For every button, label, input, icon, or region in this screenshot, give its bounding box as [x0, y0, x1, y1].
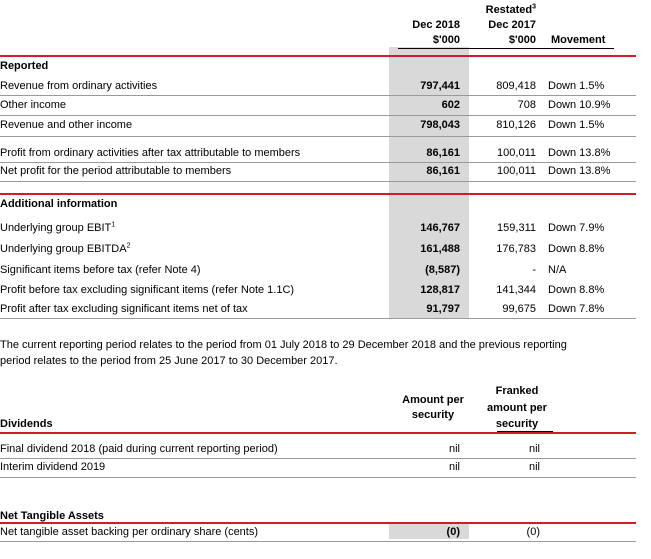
nta-title: Net Tangible Assets: [0, 510, 104, 522]
dividend-franked-header-1: Franked: [495, 385, 539, 397]
row-divider: [0, 318, 636, 319]
row-divider: [0, 115, 636, 116]
footnote-marker: 2: [126, 242, 131, 250]
row-movement: Down 7.8%: [548, 303, 605, 315]
row-prior: 159,311: [497, 222, 536, 234]
row-current: 797,441: [420, 80, 460, 92]
additional-title: Additional information: [0, 198, 118, 210]
row-current: 161,488: [420, 243, 460, 255]
header-movement: Movement: [551, 34, 606, 46]
row-label: Significant items before tax (refer Note 4): [0, 264, 201, 276]
dividend-row-label: Final dividend 2018 (paid during current reporting period): [0, 443, 278, 455]
row-movement: Down 13.8%: [548, 165, 611, 177]
row-label: Underlying group EBITDA$^2$: [0, 242, 131, 255]
row-label: Profit after tax excluding significant items net of tax: [0, 303, 248, 315]
row-label: Other income: [0, 99, 67, 111]
header-col2-sup: 3: [532, 3, 536, 11]
header-underline: [398, 48, 614, 49]
row-label: Revenue and other income: [0, 119, 133, 131]
row-label: Underlying group EBIT$^1$: [0, 221, 116, 234]
row-current: 86,161: [426, 165, 460, 177]
dividends-title: Dividends: [0, 418, 53, 430]
row-current: (8,587): [425, 264, 460, 276]
row-prior: 100,011: [497, 165, 536, 177]
row-movement: Down 8.8%: [548, 243, 605, 255]
row-prior: 100,011: [497, 147, 536, 159]
row-divider: [0, 477, 636, 478]
nta-prior: (0): [526, 526, 540, 538]
row-movement: Down 8.8%: [548, 284, 605, 296]
row-label: Revenue from ordinary activities: [0, 80, 158, 92]
nta-current: (0): [446, 526, 460, 538]
dividend-row-franked: nil: [528, 461, 540, 473]
row-movement: Down 13.8%: [548, 147, 611, 159]
dividends-rule: [0, 432, 636, 434]
nta-label: Net tangible asset backing per ordinary share (cents): [0, 526, 259, 538]
row-prior: 810,126: [496, 119, 536, 131]
row-movement: Down 10.9%: [548, 99, 611, 111]
header-col1-line1: Dec 2018: [412, 19, 460, 31]
dividend-row-label: Interim dividend 2019: [0, 461, 106, 473]
row-divider: [0, 95, 636, 96]
row-movement: Down 1.5%: [548, 119, 605, 131]
row-label: Profit from ordinary activities after tax attributable to members: [0, 147, 301, 159]
row-label: Profit before tax excluding significant items (refer Note 1.1C): [0, 284, 295, 296]
dividend-franked-header-3: security: [495, 418, 539, 430]
row-divider: [0, 162, 636, 163]
row-movement: N/A: [548, 264, 567, 276]
footnote-marker: 1: [111, 221, 116, 229]
header-col2-line2: $'000: [508, 34, 536, 46]
header-col1-line2: $'000: [432, 34, 460, 46]
row-current: 798,043: [420, 119, 460, 131]
row-prior: 99,675: [502, 303, 536, 315]
period-note-line2: period relates to the period from 25 June 2017 to 30 December 2017.: [0, 355, 338, 367]
row-current: 602: [441, 99, 460, 111]
row-current: 86,161: [426, 147, 460, 159]
header-col2-line0: Restated$^3$: [485, 3, 536, 16]
dividend-row-amount: nil: [448, 443, 460, 455]
row-prior: 708: [517, 99, 536, 111]
dividend-row-amount: nil: [448, 461, 460, 473]
row-divider: [0, 541, 636, 542]
row-current: 91,797: [426, 303, 460, 315]
row-current: 128,817: [420, 284, 460, 296]
dividend-row-franked: nil: [528, 443, 540, 455]
row-prior: 176,783: [496, 243, 536, 255]
period-note-line1: The current reporting period relates to the period from 01 July 2018 to 29 December 2018 and the previous reporting: [0, 339, 567, 351]
row-current: 146,767: [420, 222, 460, 234]
header-col2-line1: Dec 2017: [488, 19, 536, 31]
row-movement: Down 7.9%: [548, 222, 605, 234]
row-prior: 141,344: [496, 284, 536, 296]
reported-title: Reported: [0, 60, 49, 72]
row-divider: [0, 458, 636, 459]
row-movement: Down 1.5%: [548, 80, 605, 92]
additional-rule: [0, 193, 636, 195]
row-label: Net profit for the period attributable to members: [0, 165, 232, 177]
dividend-amount-header-2: security: [411, 409, 455, 421]
row-divider: [0, 181, 636, 182]
row-prior: -: [532, 264, 536, 276]
row-prior: 809,418: [496, 80, 536, 92]
row-divider: [0, 136, 636, 137]
dividend-franked-header-2: amount per: [487, 402, 547, 414]
reported-rule: [0, 55, 636, 57]
nta-rule: [0, 522, 636, 524]
dividend-amount-header-1: Amount per: [402, 394, 464, 406]
